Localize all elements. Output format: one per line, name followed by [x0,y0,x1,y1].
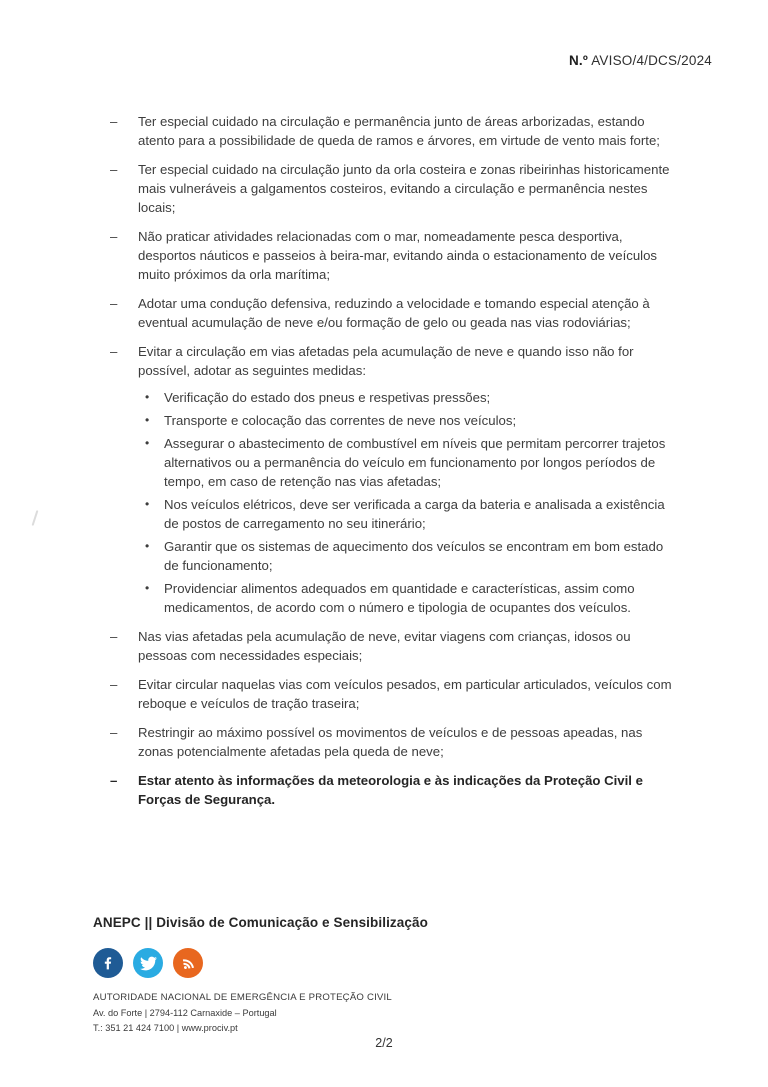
sub-list-item: • Verificação do estado dos pneus e respetivas pressões; [138,388,676,407]
footer-division-title: ANEPC || Divisão de Comunicação e Sensibilização [93,915,428,930]
list-item: – Não praticar atividades relacionadas com o mar, nomeadamente pesca desportiva, desportos náuticos e passeios à beira-mar, evitando ainda o estacionamento de veículos muito próximos da orla marítima; [110,227,676,284]
list-item: – Evitar circular naquelas vias com veículos pesados, em particular articulados, veículos com reboque e veículos de tração traseira; [110,675,676,713]
list-item [110,342,676,617]
recommendations-list [110,112,676,819]
list-item: – Nas vias afetadas pela acumulação de neve, evitar viagens com crianças, idosos ou pessoas com necessidades especiais; [110,627,676,665]
sub-list-item: • Providenciar alimentos adequados em quantidade e características, assim como medicamentos, de acordo com o número e tipologia de ocupantes dos veículos. [138,579,676,617]
footer-contact: T.: 351 21 424 7100 | www.prociv.pt [93,1023,238,1033]
list-item: – Ter especial cuidado na circulação e permanência junto de áreas arborizadas, estando atento para a possibilidade de queda de ramos e árvores, em virtude de vento mais forte; [110,112,676,150]
list-item: – Adotar uma condução defensiva, reduzindo a velocidade e tomando especial atenção à eventual acumulação de neve e/ou formação de gelo ou geada nas vias rodoviárias; [110,294,676,332]
footer-address: Av. do Forte | 2794-112 Carnaxide – Portugal [93,1008,277,1018]
document-reference-number: AVISO/4/DCS/2024 [591,53,712,68]
footer [93,915,693,1033]
document-reference-prefix: N.º [568,53,589,68]
list-item-emphasized: – Estar atento às informações da meteorologia e às indicações da Proteção Civil e Forças de Segurança. [110,771,676,809]
sub-list [138,388,676,617]
document-reference [569,53,712,68]
list-item: – Restringir ao máximo possível os movimentos de veículos e de pessoas apeadas, nas zonas potencialmente afetadas pela queda de neve; [110,723,676,761]
list-item-text: Evitar a circulação em vias afetadas pela acumulação de neve e quando isso não for possível, adotar as seguintes medidas: [138,344,634,378]
facebook-icon[interactable] [93,948,123,978]
sub-list-item: • Assegurar o abastecimento de combustível em níveis que permitam percorrer trajetos alternativos ou a permanência do veículo em funcionamento por longos períodos de tempo, em caso de retenção nas vias afetadas; [138,434,676,491]
rss-icon[interactable] [173,948,203,978]
sub-list-item: • Transporte e colocação das correntes de neve nos veículos; [138,411,676,430]
scan-artifact [32,510,39,526]
social-links [93,948,203,978]
sub-list-item: • Nos veículos elétricos, deve ser verificada a carga da bateria e analisada a existência de postos de carregamento no seu itinerário; [138,495,676,533]
page-number: 2/2 [375,1036,393,1050]
sub-list-item: • Garantir que os sistemas de aquecimento dos veículos se encontram em bom estado de funcionamento; [138,537,676,575]
footer-org-name: AUTORIDADE NACIONAL DE EMERGÊNCIA E PROTEÇÃO CIVIL [93,992,392,1003]
list-item: – Ter especial cuidado na circulação junto da orla costeira e zonas ribeirinhas historicamente mais vulneráveis a galgamentos costeiros, evitando a circulação e permanência nestes locais; [110,160,676,217]
twitter-icon[interactable] [133,948,163,978]
